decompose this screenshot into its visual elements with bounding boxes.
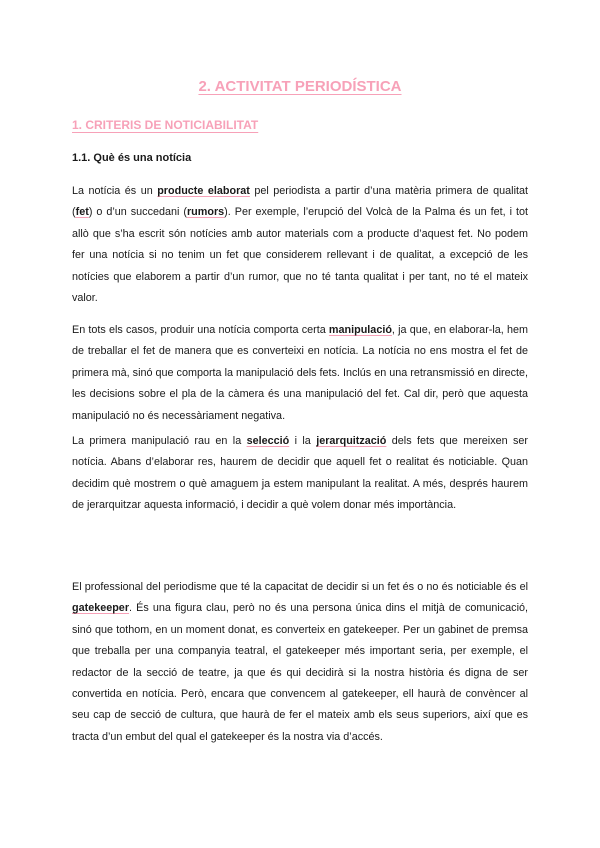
paragraph-text: ) o d’un succedani ( — [88, 206, 187, 219]
paragraph-4 — [72, 577, 528, 748]
section-title: 2. ACTIVITAT PERIODÍSTICA — [198, 78, 402, 95]
paragraph-1 — [72, 181, 528, 309]
paragraph-text: En tots els casos, produir una notícia comporta certa — [72, 324, 329, 336]
paragraph-text: El professional del periodisme que té la capacitat de decidir si un fet és o no és noticiable és el — [72, 581, 528, 593]
bold-term: fet — [75, 206, 89, 219]
paragraph-text: pel periodista a partir d’una matèria primera de qualitat ( — [72, 185, 528, 219]
paragraph-text: . És una figura clau, però no és una persona única dins el mitjà de comunicació, sinó que tothom, en un moment donat, es converteix en gatekeeper. Per un gabinet de premsa que treballa per una companyia teatral, el gatekeeper més important seria, per exemple, el redactor de la secció de teatre, ja que és qui decidirà si la nostra història és digna de ser convertida en notícia. Però, encara que convencem al gatekeeper, ell haurà de convèncer al seu cap de secció de cultura, que haurà de fer el mateix amb els seus superiors, així que es tracta d’un embut del qual el gatekeeper és la nostra via d’accés. — [72, 602, 528, 743]
subsubsection-title: 1.1. Què és una notícia — [72, 152, 192, 164]
bold-term: producte elaborat — [157, 185, 250, 197]
bold-term: jerarquització — [316, 435, 387, 447]
paragraph-2 — [72, 320, 528, 427]
bold-term: selecció — [246, 435, 290, 447]
subsection-title: 1. CRITERIS DE NOTICIABILITAT — [72, 118, 259, 132]
paragraph-text: dels fets que mereixen ser notícia. Abans d’elaborar res, haurem de decidir que aquell fet o realitat és noticiable. Quan decidim què mostrem o què amaguem ja estem manipulant la realitat. A més, després haurem de jerarquitzar aquesta informació, i decidir a què volem donar més importància. — [72, 435, 528, 512]
paragraph-text: , ja que, en elaborar-la, hem de treballar el fet de manera que es converteixi en notícia. La notícia no ens mostra el fet de primera mà, sinó que comporta la manipulació dels fets. Inclús en una retransmissió en directe, les decisions sobre el pla de la càmera és una manipulació del fet. Cal dir, però que aquesta manipulació no és necessàriament negativa. — [72, 324, 528, 422]
bold-term: manipulació — [328, 324, 392, 336]
bold-term: gatekeeper — [72, 602, 130, 615]
paragraph-text: La primera manipulació rau en la — [72, 435, 247, 447]
paragraph-text: i la — [289, 435, 317, 447]
paragraph-text: La notícia és un — [72, 185, 158, 197]
paragraph-3 — [72, 431, 528, 517]
bold-term: rumors — [186, 206, 225, 219]
paragraph-text: ). Per exemple, l’erupció del Volcà de la Palma és un fet, i tot allò que s’ha escrit són notícies amb autor materials com a producte d’aquest fet. No podem fer una notícia si no tenim un fet que considerem rellevant i de qualitat, a excepció de les notícies que elaborem a partir d’un rumor, que no té tanta qualitat i per tant, no té el mateix valor. — [72, 206, 528, 305]
